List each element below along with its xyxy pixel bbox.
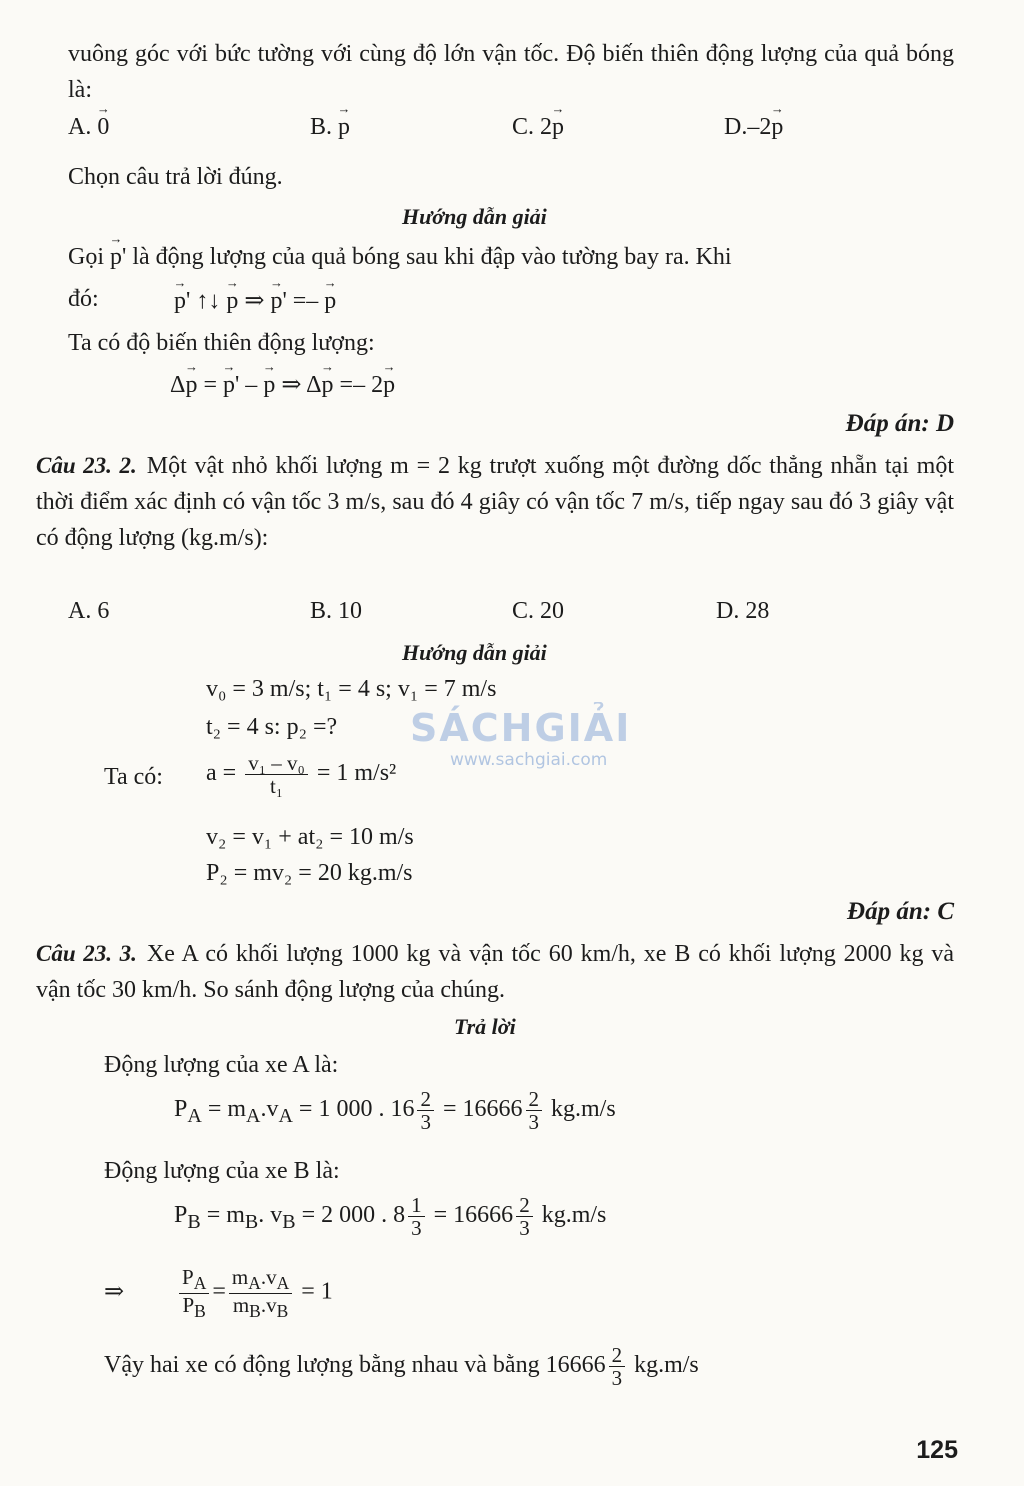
q2-a-num: v₁ – v₀ [245,752,308,775]
q3-conclusion-frac [609,1344,626,1389]
q3-pb-eq: = 16666 [433,1202,514,1229]
q3-conc-num: 2 [609,1344,626,1367]
q3-pb-formula [174,1194,606,1239]
q3-pa-frac-num: 2 [417,1088,434,1111]
q3-pa-unit: kg.m/s [551,1096,616,1123]
q3-ratio-l-num: $P_A$ [179,1266,209,1294]
q1-option-c: C. 2→ p [512,114,564,141]
q3-pb-lhs: P [174,1202,188,1229]
q3-ratio-l-den: $P_B$ [182,1292,206,1321]
q1-prompt: Chọn câu trả lời đúng. [68,164,283,190]
q3-conclusion-text: Vậy hai xe có động lượng bằng nhau và bằng 16666 [104,1352,606,1379]
watermark-url: www.sachgiai.com [450,750,608,770]
q3-pa-expr2: .v [260,1096,279,1123]
q2-accel-formula [206,752,396,797]
q3-pa-frac-den: 3 [420,1110,431,1135]
q3-conc-den: 3 [611,1366,623,1391]
q3-pa-expr-sub: A [246,1104,261,1127]
q2-option-d: D. 28 [716,598,770,624]
q1-sol-line2-math: → p' ↑↓ → p ⇒ → p' =– → p [174,286,336,315]
q3-pb-expr2: . v [258,1202,283,1229]
q3-pb-frac-num: 1 [408,1194,425,1217]
q1-sol-line1: Gọi → p' là động lượng của quả bóng sau khi đập vào tường bay ra. Khi [68,244,732,271]
q3-pb-res-den: 3 [519,1216,530,1241]
q1-option-d: D.–2→ p [724,114,783,141]
watermark [410,706,631,770]
q2-given1: v₀ = 3 m/s; t₁ = 4 s; v₁ = 7 m/s [206,676,497,702]
q3-pb-frac [408,1194,425,1239]
q3-heading: Trả lời [454,1014,516,1039]
q3-ratio-arrow: ⇒ [104,1278,125,1305]
q1-answer: Đáp án: D [845,410,954,437]
q3-pa-formula [174,1088,616,1133]
q2-a-den: t₁ [269,774,284,799]
q1-option-b: B. → p [310,114,350,141]
q3-pa-res-num: 2 [526,1088,543,1111]
q3-pa-sub: A [187,1104,202,1127]
page-number: 125 [916,1436,958,1464]
q3-pa-expr3: = 1 000 . 16 [298,1096,415,1123]
q3-ratio-r-den: $m_B.v_B$ [232,1292,289,1321]
q2-option-b: B. 10 [310,598,363,624]
q2-taco: Ta có: [104,764,163,790]
q2-block [36,448,954,556]
q3-pb-res-num: 2 [516,1194,533,1217]
q3-conclusion [104,1344,699,1389]
q1-option-a: A. → 0 [68,114,109,141]
q3-pb-expr2-sub: B [282,1210,296,1233]
q3-pb-frac-den: 3 [411,1216,422,1241]
q3-pa-expr: = m [207,1096,247,1123]
q2-option-a: A. 6 [68,598,110,624]
q1-sol-line4: Δ→ p = → p' – → p ⇒ Δ→ p =– 2→ p [170,370,395,399]
q2-label: Câu 23. 2. [36,453,137,478]
q3-pa-eq: = 16666 [442,1096,523,1123]
q3-pb-sub: B [187,1210,201,1233]
q3-pa-lhs: P [174,1096,188,1123]
q1-sol-line2-label: đó: [68,286,99,312]
q3-b-intro: Động lượng của xe B là: [104,1158,340,1184]
q1-intro: vuông góc với bức tường với cùng độ lớn vận tốc. Độ biến thiên động lượng của quả bóng là: [68,41,954,103]
q2-guide-heading: Hướng dẫn giải [402,640,547,665]
q2-option-c: C. 20 [512,598,565,624]
q3-pb-res-frac [516,1194,533,1239]
q3-pb-expr3: = 2 000 . 8 [301,1202,406,1229]
q3-label: Câu 23. 3. [36,941,137,966]
q2-p2-line: P₂ = mv₂ = 20 kg.m/s [206,860,413,886]
q2-v2-line: v₂ = v₁ + at₂ = 10 m/s [206,824,414,850]
q1-sol-line3: Ta có độ biến thiên động lượng: [68,330,375,356]
q1-guide-heading: Hướng dẫn giải [402,204,547,229]
q2-a-fraction [245,752,308,797]
q2-a-rhs: = 1 m/s² [316,760,397,787]
q3-ratio-right [229,1266,292,1320]
q3-pb-expr: = m [206,1202,245,1229]
q3-conc-unit: kg.m/s [634,1352,699,1379]
q2-text: Một vật nhỏ khối lượng m = 2 kg trượt xuống một đường dốc thẳng nhẵn tại một thời điểm xác định có vận tốc 3 m/s, sau đó 4 giây có vận tốc 7 m/s, tiếp ngay sau đó 3 giây vật có động lượng (kg.m/s): [36,453,955,551]
q3-block [36,936,954,1008]
q3-ratio-r-num: $m_A.v_A$ [229,1266,292,1294]
q3-pb-expr-sub: B [244,1210,259,1233]
q2-given2: t₂ = 4 s: p₂ =? [206,714,338,740]
q3-pa-expr2-sub: A [278,1104,293,1127]
q3-ratio: ⇒ $\frac{P_A}{P_B}$ = $\frac{m_A.v_A}{m_B.v_B}$ = 1 [104,1265,333,1321]
q3-ratio-result: = 1 [301,1278,333,1305]
q3-pa-frac [417,1088,434,1133]
q2-answer: Đáp án: C [847,898,954,925]
q3-a-intro: Động lượng của xe A là: [104,1052,339,1078]
q3-pb-unit: kg.m/s [541,1202,607,1229]
q2-a-lhs: a = [206,760,237,787]
q3-pa-res-frac [526,1088,543,1133]
watermark-brand: SÁCHGIẢI [410,706,632,750]
q3-ratio-left [179,1266,209,1320]
q3-text: Xe A có khối lượng 1000 kg và vận tốc 60 km/h, xe B có khối lượng 2000 kg và vận tốc 30 km/h. So sánh động lượng của chúng. [36,941,954,1003]
q3-pa-res-den: 3 [528,1110,540,1135]
